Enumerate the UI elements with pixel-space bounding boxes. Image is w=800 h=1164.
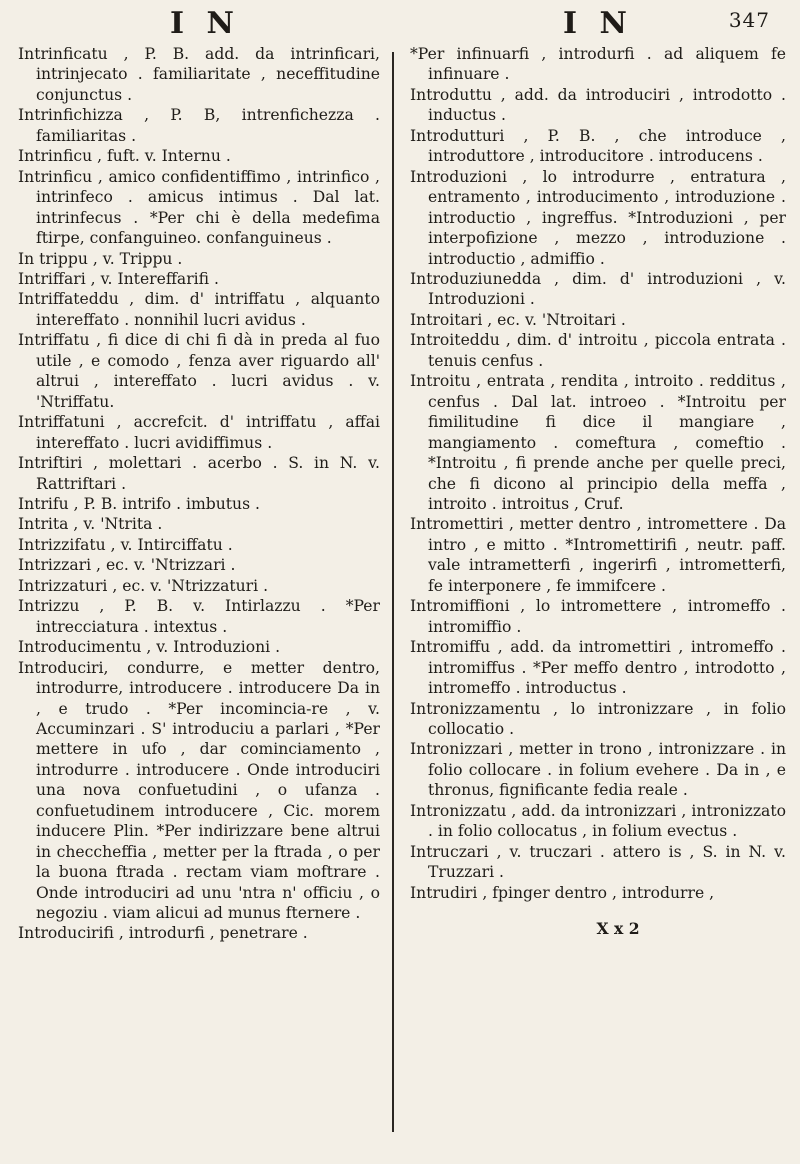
dictionary-entry: In trippu , v. Trippu .	[18, 249, 183, 268]
dictionary-entry: Intronizzari , metter in trono , intronizzare . in folio collocare . in folium evehere . Da in , e thronus, fignificante fedia reale .	[410, 740, 786, 800]
dictionary-entry: Introduttu , add. da introduciri , introdotto . inductus .	[410, 85, 786, 125]
left-head-word: I N	[170, 6, 240, 41]
dictionary-entry: Introiteddu , dim. d' introitu , piccola entrata . tenuis cenfus .	[410, 331, 786, 370]
dictionary-entry: Intromiffu , add. da intromettiri , intromeffo . intromiffus . *Per meffo dentro , introdotto , intromeffo . introductus .	[410, 638, 786, 698]
dictionary-entry: Intrinfichizza , P. B, intrenfichezza . familiaritas .	[18, 106, 380, 145]
dictionary-entry: Intriffari , v. Intereffarifi .	[18, 269, 219, 288]
dictionary-entry: Intrizzari , ec. v. 'Ntrizzari .	[18, 556, 236, 575]
dictionary-entry: Introitu , entrata , rendita , introito . redditus , cenfus . Dal lat. introeo . *Introitu per fimilitudine fi dice il mangiare , mangiamento . comeftura , comeftio . *Introitu , fi prende anche per quelle preci, che fi dicono al principio della meffa , introito . introitus , Cruf.	[410, 372, 786, 513]
dictionary-entry: Intronizzamentu , lo intronizzare , in folio collocatio .	[410, 699, 786, 738]
dictionary-entry: Introducimentu , v. Introduzioni .	[18, 638, 281, 657]
right-column	[410, 44, 786, 1164]
dictionary-entry: Intrinficu , fuft. v. Internu .	[18, 147, 231, 166]
dictionary-entry: Intriftiri , molettari . acerbo . S. in N. v. Rattriftari .	[18, 454, 380, 493]
dictionary-entry: Intriffatuni , accrefcit. d' intriffatu , affai intereffato . lucri avidiffimus .	[18, 413, 380, 452]
dictionary-entry: *Per infinuarfi , introdurfi . ad aliquem fe infinuare .	[410, 45, 786, 84]
dictionary-entry: Intrifu , P. B. intrifo . imbutus .	[18, 494, 261, 513]
page-number: 347	[728, 8, 770, 32]
dictionary-entry: Intrinficu , amico confidentiffimo , intrinfico , intrinfeco . amicus intimus . Dal lat. intrinfecus . *Per chi è della medefima ftirpe, confanguineo. confanguineus .	[18, 167, 380, 248]
dictionary-entry: Intromettiri , metter dentro , intromettere . Da intro , e mitto . *Intromettirifi , neutr. paff. vale intrametterfi , ingerirfi , intrometterfi, fe interponere , fe immifcere .	[410, 515, 786, 595]
signature-mark: X x 2	[596, 918, 640, 938]
dictionary-entry: Introdutturi , P. B. , che introduce , introduttore , introducitore . introducens .	[410, 126, 786, 166]
dictionary-entry: Intrizzu , P. B. v. Intirlazzu . *Per intrecciatura . intextus .	[18, 597, 380, 636]
dictionary-entry: Introitari , ec. v. 'Ntroitari .	[410, 310, 626, 329]
dictionary-entry: Intromiffioni , lo intromettere , intromeffo . intromiffio .	[410, 597, 786, 636]
dictionary-entry: Intrinficatu , P. B. add. da intrinficari, intrinjecato . familiaritate , neceffitudine conjunctus .	[18, 45, 380, 104]
dictionary-entry: Intrudiri , fpinger dentro , introdurre ,	[410, 883, 715, 902]
right-head-word: I N	[563, 6, 633, 41]
dictionary-entry: Introduziunedda , dim. d' introduzioni , v. Introduzioni .	[410, 269, 786, 309]
column-rule	[392, 52, 394, 1132]
dictionary-entry: Intriffateddu , dim. d' intriffatu , alquanto intereffato . nonnihil lucri avidus .	[18, 290, 380, 329]
dictionary-entry: Introduciri, condurre, e metter dentro, introdurre, introducere . introducere Da in , e trudo . *Per incomincia-re , v. Accuminzari . S' introduciu a parlari , *Per mettere in ufo , dar cominciamento , introdurre . introducere . Onde introduciri una nova confuetudini , o ufanza . confuetudinem introducere , Cic. morem inducere Plin. *Per indirizzare bene altrui in checcheffia , metter per la ftrada , o per la buona ftrada . rectam viam moftrare . Onde introduciri ad unu 'ntra n' officiu , o negoziu . viam alicui ad munus fternere .	[18, 658, 380, 923]
dictionary-entry: Introducirifi , introdurfi , penetrare .	[18, 924, 308, 943]
dictionary-entry: Intriffatu , fi dice di chi fi dà in preda al fuo utile , e comodo , fenza aver riguardo all' altrui , intereffato . lucri avidus . v. 'Ntriffatu.	[18, 331, 380, 411]
dictionary-entry: Intrizzaturi , ec. v. 'Ntrizzaturi .	[18, 576, 269, 595]
dictionary-entry: Intrizzifatu , v. Intirciffatu .	[18, 535, 233, 554]
left-column	[18, 44, 380, 1164]
dictionary-entry: Introduzioni , lo introdurre , entratura , entramento , introducimento , introduzione . introductio , ingreffus. *Introduzioni , per interpofizione , mezzo , introduzione . introductio , admiffio .	[410, 167, 786, 268]
dictionary-entry: Intruczari , v. truczari . attero is , S. in N. v. Truzzari .	[410, 842, 786, 882]
dictionary-entry: Intronizzatu , add. da intronizzari , intronizzato . in folio collocatus , in folium evectus .	[410, 801, 786, 841]
dictionary-entry: Intrita , v. 'Ntrita .	[18, 515, 163, 534]
